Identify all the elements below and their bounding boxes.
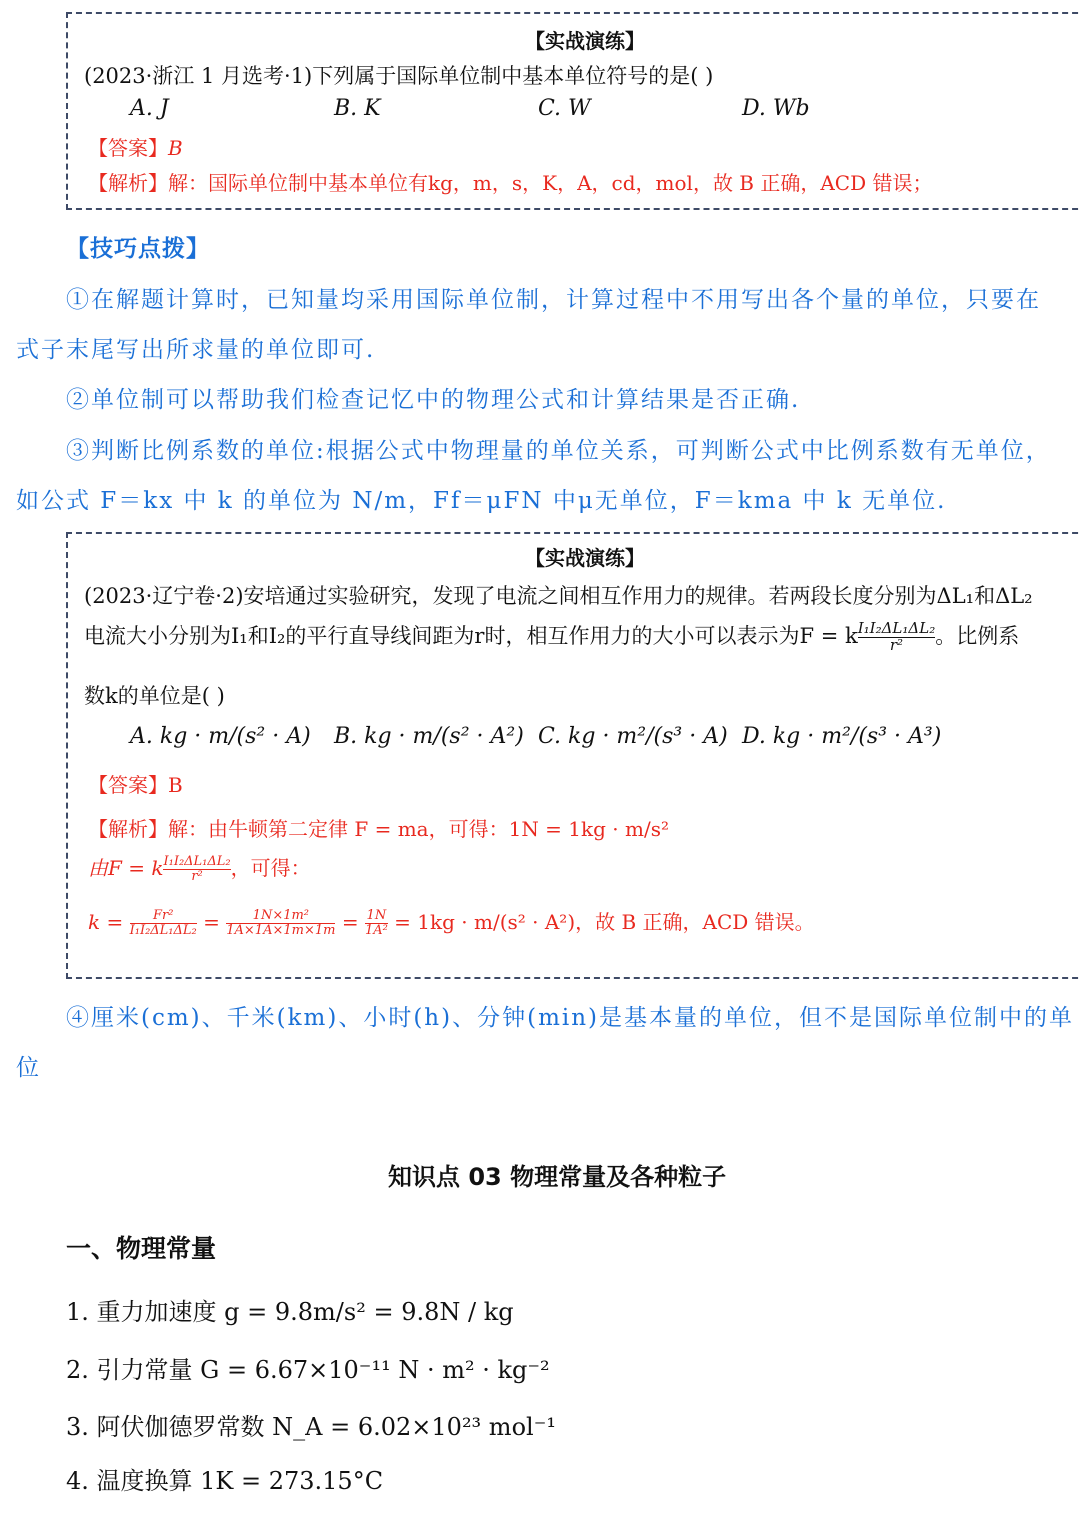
option-c: C. W	[538, 96, 591, 121]
fraction-denominator: 1A²	[364, 923, 388, 938]
fraction-numerator: 1N	[366, 908, 387, 924]
section-heading: 一、物理常量	[66, 1234, 217, 1263]
answer-label: 【答案】	[88, 136, 168, 160]
answer-value: B	[168, 773, 183, 797]
constant-item-4: 4. 温度换算 1K = 273.15°C	[66, 1467, 384, 1495]
force-fraction	[163, 855, 230, 883]
tip-3-line-1: ③判断比例系数的单位:根据公式中物理量的单位关系，可判断公式中比例系数有无单位，	[66, 438, 1051, 464]
tip-1-line-1: ①在解题计算时，已知量均采用国际单位制，计算过程中不用写出各个量的单位，只要在	[66, 287, 1041, 313]
tip-4-line-2: 位	[16, 1055, 41, 1081]
fraction-numerator: I₁I₂ΔL₁ΔL₂	[163, 854, 231, 870]
analysis-formula: 由F = k	[88, 856, 164, 880]
tip-3-line-2: 如公式 F＝kx 中 k 的单位为 N/m，Ff＝μFN 中μ无单位，F＝kma 中 k 无单位.	[16, 488, 947, 514]
analysis-line-2	[88, 813, 669, 842]
option-d: D. Wb	[742, 96, 810, 121]
question-text-tail: 。比例系	[935, 624, 1020, 648]
fraction-3	[365, 909, 388, 937]
practice-title-1: 【实战演练】	[525, 29, 645, 53]
constant-item-3: 3. 阿伏伽德罗常数 N_A = 6.02×10²³ mol⁻¹	[66, 1413, 556, 1441]
analysis-label: 【解析】	[88, 171, 168, 195]
practice-question-1: (2023·浙江 1 月选考·1)下列属于国际单位制中基本单位符号的是( )	[84, 64, 714, 88]
option-b: B. K	[334, 96, 381, 121]
analysis-text-tail: ，可得：	[230, 856, 311, 880]
question-text: 电流大小分别为I₁和I₂的平行直导线间距为r时，相互作用力的大小可以表示为F = k	[84, 624, 858, 648]
equals-sign: =	[203, 910, 220, 934]
fraction-2	[226, 909, 335, 937]
k-equals: k =	[88, 910, 124, 934]
practice-question-2-line-3: 数k的单位是( )	[84, 684, 225, 708]
fraction-numerator: Fr²	[152, 908, 174, 924]
fraction-denominator: r²	[858, 637, 936, 654]
equals-sign: =	[341, 910, 359, 934]
tips-heading: 【技巧点拨】	[66, 235, 210, 262]
practice-question-2-line-1: (2023·辽宁卷·2)安培通过实验研究，发现了电流之间相互作用力的规律。若两段长度分别为ΔL₁和ΔL₂	[84, 584, 1033, 608]
option-a: A. kg · m/(s² · A)	[130, 724, 311, 749]
constant-item-1: 1. 重力加速度 g = 9.8m/s² = 9.8N / kg	[66, 1298, 514, 1326]
fraction-denominator: I₁I₂ΔL₁ΔL₂	[129, 923, 197, 938]
tip-2: ②单位制可以帮助我们检查记忆中的物理公式和计算结果是否正确.	[66, 387, 801, 413]
derivation-line	[88, 906, 815, 938]
derivation-result: = 1kg · m/(s² · A²)，故 B 正确，ACD 错误。	[394, 910, 815, 934]
analysis-line-1	[88, 167, 933, 196]
practice-question-2-line-2	[84, 620, 1019, 654]
fraction-1	[130, 909, 197, 937]
analysis-line-3	[88, 852, 311, 884]
analysis-text: 解：国际单位制中基本单位有kg，m，s，K，A，cd，mol，故 B 正确，ACD 错误；	[168, 171, 933, 195]
analysis-label: 【解析】	[88, 817, 168, 841]
knowledge-title: 知识点 03 物理常量及各种粒子	[388, 1163, 727, 1191]
fraction-denominator: r²	[163, 869, 230, 884]
fraction-numerator: I₁I₂ΔL₁ΔL₂	[857, 619, 936, 638]
answer-line-2	[88, 769, 183, 798]
tip-4-line-1: ④厘米(cm)、千米(km)、小时(h)、分钟(min)是基本量的单位，但不是国际单位制中的单	[66, 1005, 1075, 1031]
fraction-denominator: 1A×1A×1m×1m	[226, 923, 336, 938]
answer-label: 【答案】	[88, 773, 168, 797]
option-c: C. kg · m²/(s³ · A)	[538, 724, 728, 749]
option-b: B. kg · m/(s² · A²)	[334, 724, 524, 749]
fraction-numerator: 1N×1m²	[252, 908, 310, 924]
answer-line-1	[88, 132, 183, 161]
force-fraction	[858, 621, 936, 654]
analysis-text: 解：由牛顿第二定律 F = ma，可得：1N = 1kg · m/s²	[168, 817, 669, 841]
option-a: A. J	[130, 96, 169, 121]
tip-1-line-2: 式子末尾写出所求量的单位即可.	[16, 337, 376, 363]
answer-value: B	[168, 136, 183, 160]
option-d: D. kg · m²/(s³ · A³)	[742, 724, 942, 749]
constant-item-2: 2. 引力常量 G = 6.67×10⁻¹¹ N · m² · kg⁻²	[66, 1356, 550, 1384]
practice-title-2: 【实战演练】	[525, 546, 645, 570]
